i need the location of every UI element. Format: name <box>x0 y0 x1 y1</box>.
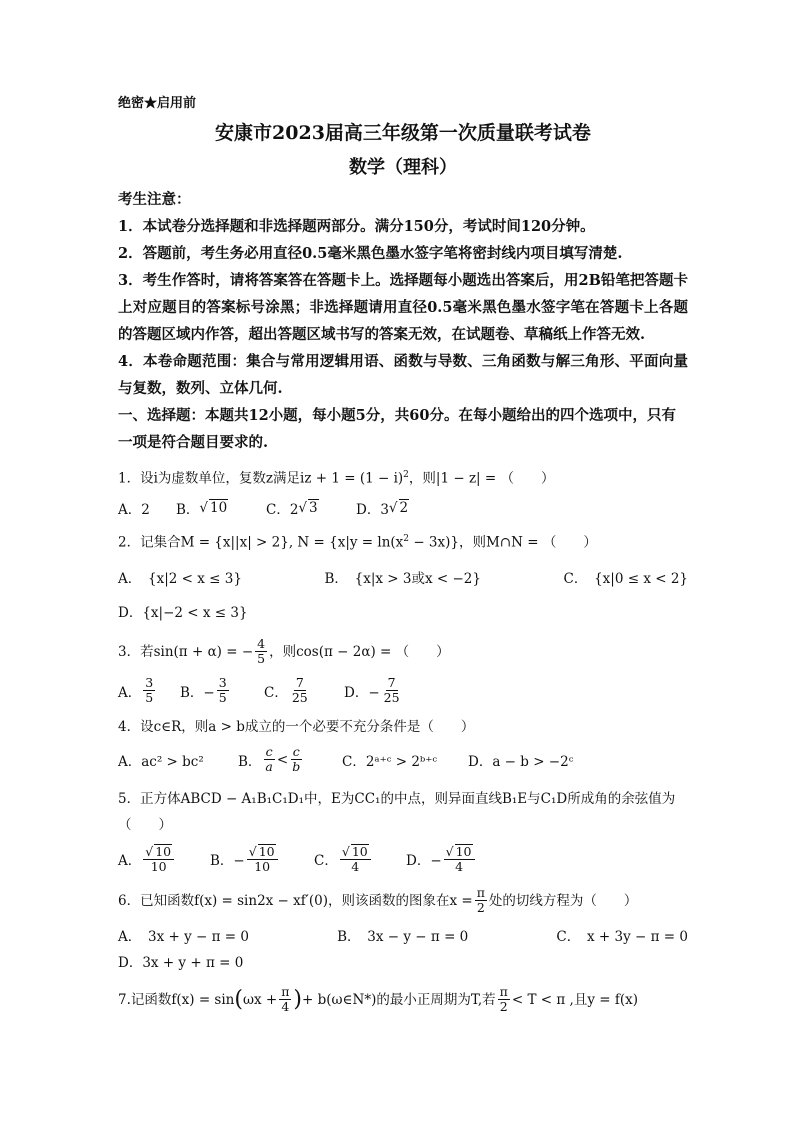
q5-a-num: √ 10 <box>143 844 174 860</box>
q1-option-d[interactable]: D．3 √ 2 <box>356 499 409 518</box>
q3-d-frac <box>382 676 402 705</box>
q3-c-num: 7 <box>295 675 304 690</box>
q7-paren-close: ) <box>293 986 302 1012</box>
q5-option-b[interactable] <box>210 844 314 874</box>
notice-block <box>118 186 688 402</box>
q5-c-label: C． <box>314 853 338 869</box>
question-7 <box>118 985 688 1014</box>
question-2 <box>118 529 688 553</box>
question-3-fraction <box>255 637 267 666</box>
q3-frac-den: 5 <box>257 651 266 666</box>
q5-d-radicand: 10 <box>455 844 472 859</box>
q3-c-frac <box>290 676 310 705</box>
q3-a-num: 3 <box>145 675 154 690</box>
q6-option-c[interactable]: C． x + 3y − π = 0 <box>556 929 688 945</box>
q7-paren-open: ( <box>234 986 243 1012</box>
exam-subtitle: 数学（理科） <box>349 157 457 178</box>
question-6-stem-a: 6．已知函数f(x) = sin2x − xf′(0)，则该函数的图象在x = <box>118 892 473 909</box>
question-7-fraction-1 <box>279 985 291 1014</box>
question-5-options <box>118 844 688 874</box>
question-2-options-row <box>118 565 688 589</box>
q3-b-frac <box>217 676 229 705</box>
exam-title: 安康市2023届高三年级第一次质量联考试卷 <box>215 122 591 144</box>
question-2-exponent: 2 <box>403 533 410 544</box>
q4-b-frac-2 <box>290 745 302 774</box>
q4-option-a[interactable]: A．ac² > bc² <box>118 753 204 770</box>
question-1-stem-b: ，则|1 − z| = （ ） <box>408 470 555 487</box>
q1-option-c-label: C．2 <box>266 501 299 518</box>
question-4: 4．设c∈R，则a > b成立的一个必要不充分条件是（ ） <box>118 719 475 735</box>
q3-b-label: B．− <box>180 684 215 701</box>
q1-option-b[interactable]: B． √ 10 <box>176 499 228 518</box>
notice-item-1: 1．本试卷分选择题和非选择题两部分。满分150分，考试时间120分钟。 <box>118 218 595 235</box>
q4-b-d1: a <box>265 759 273 774</box>
q5-b-den: 10 <box>254 859 271 874</box>
q2-option-c[interactable]: C． {x|0 ≤ x < 2} <box>563 571 688 587</box>
notice-item-2: 2．答题前，考生务必用直径0.5毫米黑色墨水签字笔将密封线内项目填写清楚. <box>118 245 623 262</box>
notice-item-3: 3．考生作答时，请将答案答在答题卡上。选择题每小题选出答案后，用2B铅笔把答题卡上对应题目的答案标号涂黑；非选择题请用直径0.5毫米黑色墨水签字笔在答题卡上各题的答题区域内作答，超出答题区域书写的答案无效，在试题卷、草稿纸上作答无效. <box>118 272 688 343</box>
q5-c-den: 4 <box>351 859 360 874</box>
q4-b-lt: < <box>276 751 289 768</box>
question-1-stem-a: 1．设i为虚数单位，复数z满足iz + 1 = (1 − i) <box>118 470 404 487</box>
question-7-stem-mid: ωx + <box>242 991 278 1008</box>
q6-option-a[interactable]: A． 3x + y − π = 0 <box>118 929 249 945</box>
q6-option-b[interactable]: B． 3x − y − π = 0 <box>337 929 469 945</box>
q5-b-num: √ 10 <box>247 844 278 860</box>
q4-b-label: B． <box>238 753 262 770</box>
q1-option-d-label: D．3 <box>356 501 389 518</box>
q3-a-den: 5 <box>145 690 154 705</box>
exam-page <box>118 92 688 1014</box>
q5-c-frac <box>340 844 371 874</box>
q7-frac2-num: π <box>499 984 508 999</box>
q5-a-frac <box>143 844 174 874</box>
q5-b-label: B．− <box>210 853 245 869</box>
q5-d-label: D．− <box>406 853 442 869</box>
q4-b-n1: c <box>265 744 273 759</box>
q1-option-c[interactable]: C．2 √ 3 <box>266 499 318 518</box>
question-2-options-row-2 <box>118 599 688 623</box>
question-7-stem-a: 7.记函数f(x) = sin <box>118 991 235 1008</box>
question-3-stem-b: ，则cos(π − 2α) = （ ） <box>269 643 450 660</box>
q3-b-num: 3 <box>218 675 227 690</box>
q5-b-frac <box>247 844 278 874</box>
notice-item-4: 4．本卷命题范围：集合与常用逻辑用语、函数与导数、三角函数与解三角形、平面向量与复数，数列、立体几何. <box>118 353 688 397</box>
question-1-exponent: 2 <box>403 470 409 480</box>
question-2-stem-b: − 3x)}，则M∩N = （ ） <box>409 534 597 550</box>
q4-option-b[interactable] <box>238 745 342 774</box>
q7-frac1-num: π <box>281 984 290 999</box>
confidential-label: 绝密★启用前 <box>118 96 197 111</box>
q6-frac-num: π <box>476 885 485 900</box>
question-7-stem-c: < T < π ,且y = f(x) <box>511 991 638 1008</box>
q3-d-label: D．− <box>344 684 380 701</box>
question-6 <box>118 886 688 915</box>
q5-a-den: 10 <box>150 859 167 874</box>
question-3 <box>118 637 688 666</box>
q2-option-d[interactable]: D．{x|−2 < x ≤ 3} <box>118 605 248 621</box>
q4-option-d[interactable]: D．a − b > −2ᶜ <box>468 753 574 770</box>
q3-frac-num: 4 <box>257 636 266 651</box>
q5-d-frac <box>444 844 475 874</box>
q5-a-radicand: 10 <box>155 844 172 859</box>
q4-option-c[interactable]: C．2ᵃ⁺ᶜ > 2ᵇ⁺ᶜ <box>342 753 438 770</box>
q7-frac2-den: 2 <box>499 999 508 1014</box>
q3-c-label: C． <box>264 684 288 701</box>
q5-c-radicand: 10 <box>351 844 368 859</box>
q2-option-a[interactable]: A． {x|2 < x ≤ 3} <box>118 571 242 587</box>
q1-option-b-radicand: 10 <box>210 500 228 516</box>
question-7-stem-b: + b(ω∈N*)的最小正周期为T,若 <box>302 991 496 1008</box>
q5-d-num: √ 10 <box>444 844 475 860</box>
q3-d-den: 25 <box>383 690 400 705</box>
question-4-options <box>118 745 688 774</box>
section-1-title: 一、选择题：本题共12小题，每小题5分，共60分。在每小题给出的四个选项中，只有一项是符合题目要求的. <box>118 407 676 451</box>
question-6-fraction <box>475 886 487 915</box>
q5-option-d[interactable] <box>406 844 477 874</box>
question-1 <box>118 465 688 489</box>
q3-d-num: 7 <box>387 675 396 690</box>
question-7-fraction-2 <box>498 985 510 1014</box>
q3-c-den: 25 <box>291 690 308 705</box>
q6-frac-den: 2 <box>476 900 485 915</box>
question-3-stem-a: 3．若sin(π + α) = − <box>118 643 254 660</box>
question-6-options-row <box>118 923 688 947</box>
q1-option-b-label: B． <box>176 501 200 518</box>
q3-option-b[interactable] <box>180 676 264 705</box>
question-2-stem-a: 2．记集合M = {x||x| > 2}, N = {x|y = ln(x <box>118 534 404 550</box>
q4-b-n2: c <box>292 744 300 759</box>
q3-option-a[interactable] <box>118 676 180 705</box>
q2-option-b[interactable]: B． {x|x > 3或x < −2} <box>324 571 481 587</box>
question-6-options-row-2 <box>118 949 688 973</box>
q5-b-radicand: 10 <box>258 844 275 859</box>
q5-a-label: A． <box>118 853 142 869</box>
q7-frac1-den: 4 <box>281 999 290 1014</box>
notice-heading: 考生注意： <box>118 191 191 208</box>
q5-option-a[interactable] <box>118 844 210 874</box>
q5-d-den: 4 <box>455 859 464 874</box>
q3-b-den: 5 <box>218 690 227 705</box>
q1-option-d-radicand: 2 <box>399 500 409 516</box>
q1-option-c-radicand: 3 <box>309 500 318 516</box>
q4-b-frac-1 <box>263 745 274 774</box>
q3-a-label: A． <box>118 684 142 701</box>
question-6-stem-b: 处的切线方程为（ ） <box>488 892 638 909</box>
q4-b-d2: b <box>292 759 301 774</box>
q3-option-d[interactable] <box>344 676 404 705</box>
question-3-options <box>118 676 688 705</box>
q5-option-c[interactable] <box>314 844 406 874</box>
q5-c-num: √ 10 <box>340 844 371 860</box>
q6-option-d[interactable]: D．3x + y + π = 0 <box>118 955 244 971</box>
q3-a-frac <box>143 676 155 705</box>
question-1-options <box>118 496 688 520</box>
q1-option-a[interactable]: A．2 <box>118 501 150 518</box>
q3-option-c[interactable] <box>264 676 344 705</box>
question-5: 5．正方体ABCD − A₁B₁C₁D₁中，E为CC₁的中点，则异面直线B₁E与C₁D所成角的余弦值为（ ） <box>118 791 676 833</box>
